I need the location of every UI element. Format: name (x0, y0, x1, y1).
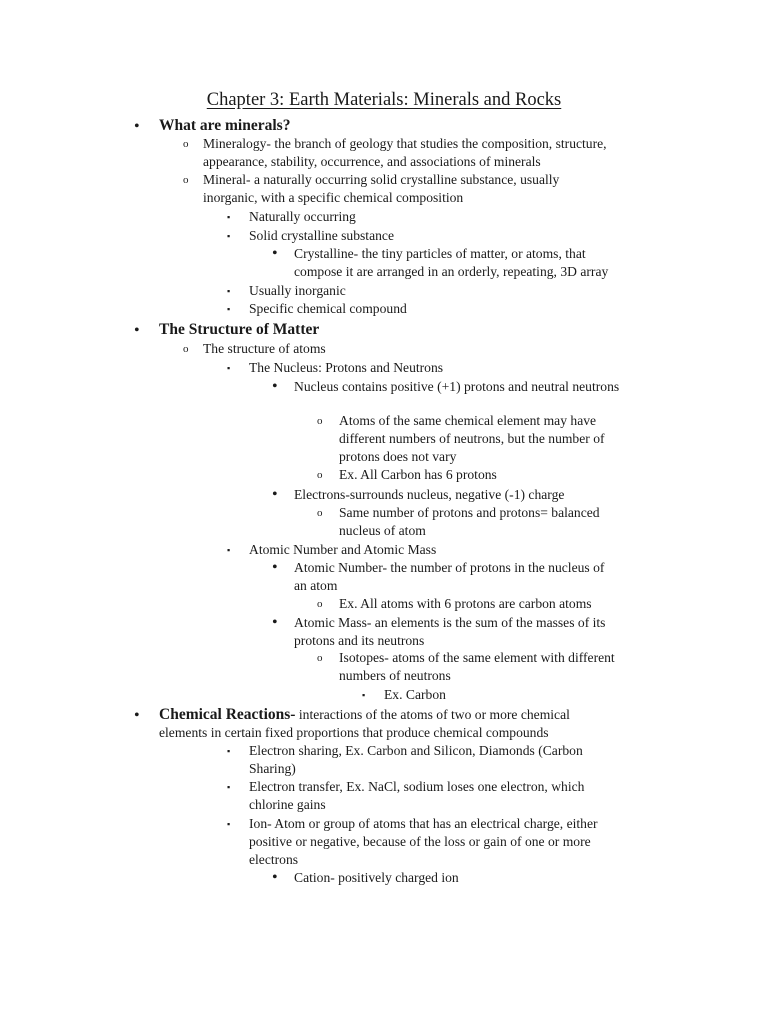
list-item-text: Naturally occurring (249, 209, 356, 224)
square-marker: ▪ (227, 304, 231, 314)
bullet-marker: • (134, 118, 140, 135)
section-heading: What are minerals? (159, 117, 291, 134)
circle-marker: o (317, 507, 323, 519)
section-heading-row (159, 706, 570, 724)
square-marker: ▪ (227, 212, 231, 222)
list-item-text: Cation- positively charged ion (294, 870, 459, 885)
list-item-text: electrons (249, 852, 299, 867)
square-marker: ▪ (227, 231, 231, 241)
square-marker: ▪ (227, 746, 231, 756)
list-item-text: Ex. All Carbon has 6 protons (339, 467, 497, 482)
list-item-text: Mineralogy- the branch of geology that studies the composition, structure, (203, 136, 607, 151)
list-item-text: Electrons-surrounds nucleus, negative (-1) charge (294, 487, 565, 502)
bullet-marker: • (134, 322, 140, 339)
list-item-text: Nucleus contains positive (+1) protons and neutral neutrons (294, 379, 620, 394)
list-item-text: appearance, stability, occurrence, and associations of minerals (203, 154, 541, 169)
page-title: Chapter 3: Earth Materials: Minerals and Rocks (206, 90, 562, 110)
list-item-text: Atoms of the same chemical element may have (339, 413, 597, 428)
list-item-text: Isotopes- atoms of the same element with different (339, 650, 615, 665)
bullet-marker: • (272, 245, 278, 262)
list-item-text: compose it are arranged in an orderly, repeating, 3D array (294, 264, 609, 279)
list-item-text: Atomic Number and Atomic Mass (249, 542, 437, 557)
list-item-text: Atomic Mass- an elements is the sum of the masses of its (294, 615, 606, 630)
circle-marker: o (183, 174, 189, 186)
heading-text: interactions of the atoms of two or more chemical (295, 707, 570, 722)
square-marker: ▪ (227, 363, 231, 373)
list-item-text: Electron transfer, Ex. NaCl, sodium loses one electron, which (249, 779, 585, 794)
list-item-text: Crystalline- the tiny particles of matter, or atoms, that (294, 246, 586, 261)
list-item-text: different numbers of neutrons, but the number of (339, 431, 605, 446)
circle-marker: o (317, 598, 323, 610)
circle-marker: o (317, 469, 323, 481)
list-item-text: chlorine gains (249, 797, 326, 812)
list-item-text: protons does not vary (339, 449, 457, 464)
list-item-text: Ion- Atom or group of atoms that has an electrical charge, either (249, 816, 598, 831)
section-heading: Chemical Reactions- (159, 706, 296, 723)
list-item-text: Electron sharing, Ex. Carbon and Silicon, Diamonds (Carbon (249, 743, 583, 758)
list-item-text: The Nucleus: Protons and Neutrons (249, 360, 444, 375)
square-marker: ▪ (227, 819, 231, 829)
list-item-text: Usually inorganic (249, 283, 346, 298)
square-marker: ▪ (227, 286, 231, 296)
list-item-text: numbers of neutrons (339, 668, 451, 683)
list-item-text: inorganic, with a specific chemical composition (203, 190, 464, 205)
bullet-marker: • (272, 378, 278, 395)
list-item-text: nucleus of atom (339, 523, 426, 538)
circle-marker: o (183, 138, 189, 150)
circle-marker: o (317, 652, 323, 664)
square-marker: ▪ (362, 690, 366, 700)
list-item-text: Ex. Carbon (384, 687, 446, 702)
square-marker: ▪ (227, 545, 231, 555)
list-item-text: Atomic Number- the number of protons in the nucleus of (294, 560, 605, 575)
list-item-text: protons and its neutrons (294, 633, 425, 648)
list-item-text: Same number of protons and protons= balanced (339, 505, 600, 520)
list-item-text: Mineral- a naturally occurring solid crystalline substance, usually (203, 172, 560, 187)
bullet-marker: • (272, 614, 278, 631)
list-item-text: The structure of atoms (203, 341, 326, 356)
bullet-marker: • (272, 559, 278, 576)
circle-marker: o (183, 343, 189, 355)
list-item-text: Ex. All atoms with 6 protons are carbon atoms (339, 596, 592, 611)
circle-marker: o (317, 415, 323, 427)
list-item-text: Solid crystalline substance (249, 228, 394, 243)
square-marker: ▪ (227, 782, 231, 792)
bullet-marker: • (272, 869, 278, 886)
list-item-text: Specific chemical compound (249, 301, 407, 316)
bullet-marker: • (134, 707, 140, 724)
list-item-text: positive or negative, because of the loss or gain of one or more (249, 834, 591, 849)
list-item-text: an atom (294, 578, 338, 593)
section-heading: The Structure of Matter (159, 321, 320, 338)
list-item-text: elements in certain fixed proportions that produce chemical compounds (159, 725, 549, 740)
list-item-text: Sharing) (249, 761, 296, 776)
bullet-marker: • (272, 486, 278, 503)
